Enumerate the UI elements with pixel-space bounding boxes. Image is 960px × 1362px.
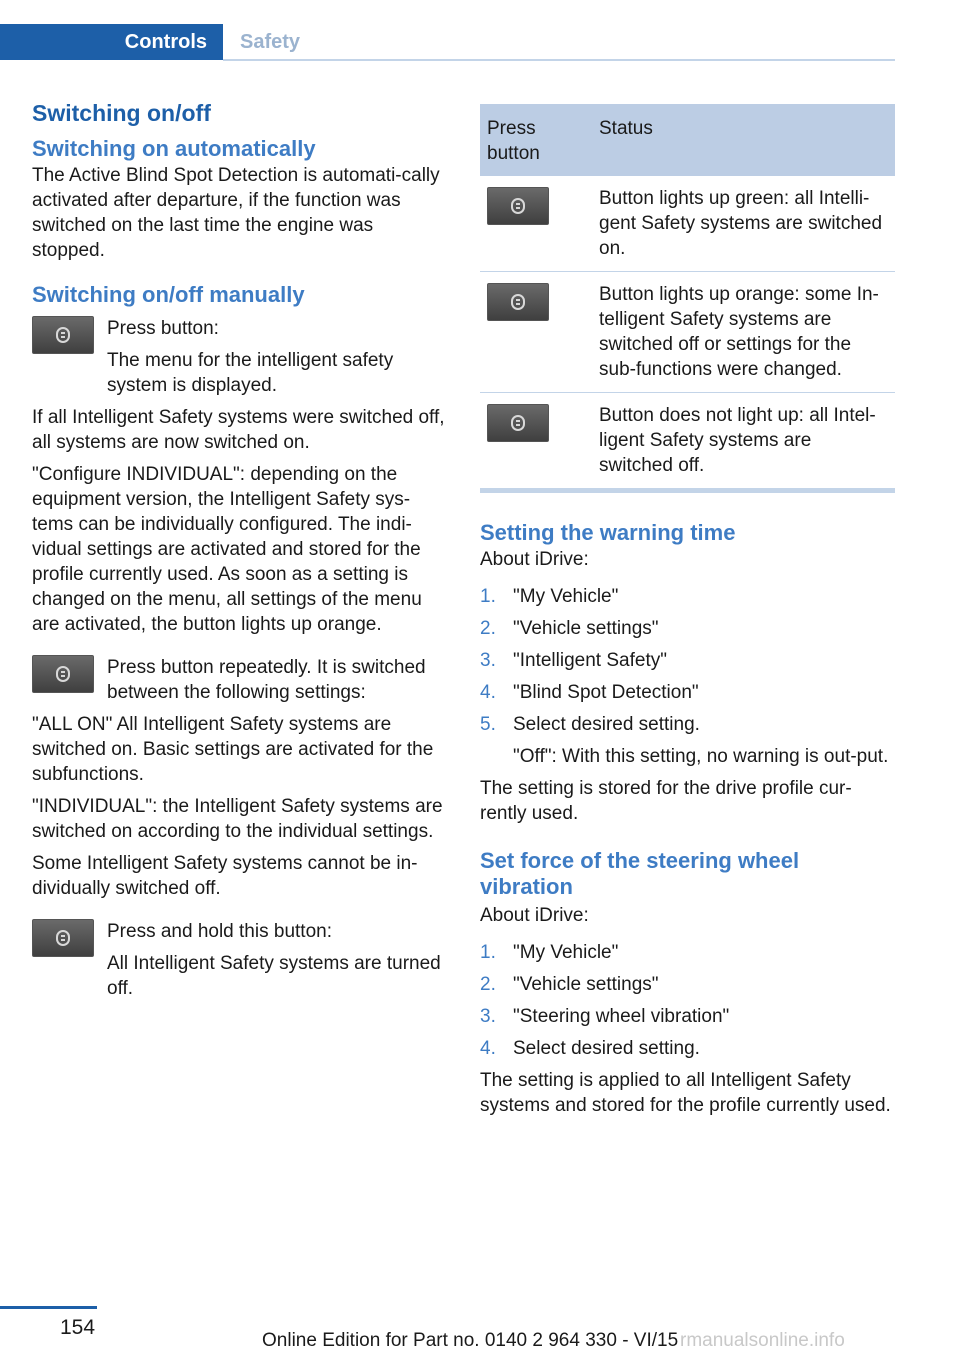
header-bar [0,24,895,62]
press-hold-block [32,919,446,1001]
paragraph-stored: The setting is stored for the drive profile cur-rently used. [480,778,852,824]
press-button-text: Press button: [107,318,219,339]
list-item: 5. Select desired setting. "Off": With this setting, no warning is out-put. [480,712,895,769]
heading-steering-vibration: Set force of the steering wheel vibration [480,848,800,899]
press-repeatedly-text: Press button repeatedly. It is switched between the following settings: [107,657,426,703]
menu-displayed-text: The menu for the intelligent safety system is displayed. [107,350,394,396]
intelligent-safety-button-icon [32,316,94,354]
status-cell: Button lights up green: all Intelli-gent Safety systems are switched on. [592,176,895,272]
table-header-row [480,104,895,176]
press-button-block [32,316,446,398]
vibration-steps-list [480,940,895,1061]
step-sub-text: "Off": With this setting, no warning is out-put. [513,746,889,767]
press-hold-text: Press and hold this button: [107,921,332,942]
paragraph-applied: The setting is applied to all Intelligent Safety systems and stored for the profile currently used. [480,1070,891,1116]
intelligent-safety-button-icon [487,187,549,225]
right-column [480,104,895,1118]
list-item: 2. "Vehicle settings" [480,974,659,995]
list-item: 2. "Vehicle settings" [480,618,659,639]
press-repeatedly-block [32,655,446,705]
list-item: 3. "Intelligent Safety" [480,650,667,671]
intelligent-safety-button-icon [487,404,549,442]
status-cell: Button lights up orange: some In-telligent Safety systems are switched off or settings for the sub-functions were changed. [592,272,895,393]
paragraph-individual: "INDIVIDUAL": the Intelligent Safety systems are switched on according to the individual settings. [32,796,443,842]
watermark-text: rmanualsonline.info [680,1330,845,1351]
list-item: 4. Select desired setting. [480,1038,700,1059]
paragraph-all-off: If all Intelligent Safety systems were switched off, all systems are now switched on. [32,407,445,453]
status-table [480,104,895,488]
header-rule [223,59,895,61]
about-idrive-text: About iDrive: [480,549,589,570]
left-column [32,98,446,1001]
heading-switching-on-off: Switching on/off [32,100,211,126]
status-cell: Button does not light up: all Intel-ligent Safety systems are switched off. [599,405,876,476]
list-item: 1. "My Vehicle" [480,942,619,963]
heading-switching-on-automatically: Switching on automatically [32,136,316,161]
list-item: 4. "Blind Spot Detection" [480,682,699,703]
list-item: 3. "Steering wheel vibration" [480,1006,730,1027]
paragraph-auto: The Active Blind Spot Detection is automati-cally activated after departure, if the function was switched on the last time the engine was stopped. [32,165,440,261]
about-idrive-text: About iDrive: [480,905,589,926]
heading-warning-time: Setting the warning time [480,520,736,545]
paragraph-all-on: "ALL ON" All Intelligent Safety systems are switched on. Basic settings are activated for the subfunctions. [32,714,434,785]
page-number: 154 [60,1316,96,1339]
intelligent-safety-button-icon [32,655,94,693]
paragraph-some: Some Intelligent Safety systems cannot be in-dividually switched off. [32,853,418,899]
column-header-status: Status [592,104,895,176]
heading-switching-manually: Switching on/off manually [32,282,305,307]
intelligent-safety-button-icon [487,283,549,321]
tab-safety[interactable]: Safety [240,31,301,53]
tab-controls[interactable]: Controls [0,24,223,60]
edition-text: Online Edition for Part no. 0140 2 964 330 - VI/15 [262,1330,679,1351]
paragraph-configure: "Configure INDIVIDUAL": depending on the equipment version, the Intelligent Safety sys-tems can be individually configured. The indi-vidual settings are activated and stored for the profile currently used. As soon as a setting is changed on the menu, all settings of the menu are activated, the button lights up orange. [32,464,422,635]
table-row [480,272,895,393]
intelligent-safety-button-icon [32,919,94,957]
warning-steps-list [480,584,895,769]
footer-rule [0,1306,97,1309]
table-row [480,176,895,272]
column-header-press-button: Press button [480,104,592,176]
list-item: 1. "My Vehicle" [480,586,619,607]
table-row [480,393,895,489]
all-turned-off-text: All Intelligent Safety systems are turned off. [107,953,441,999]
